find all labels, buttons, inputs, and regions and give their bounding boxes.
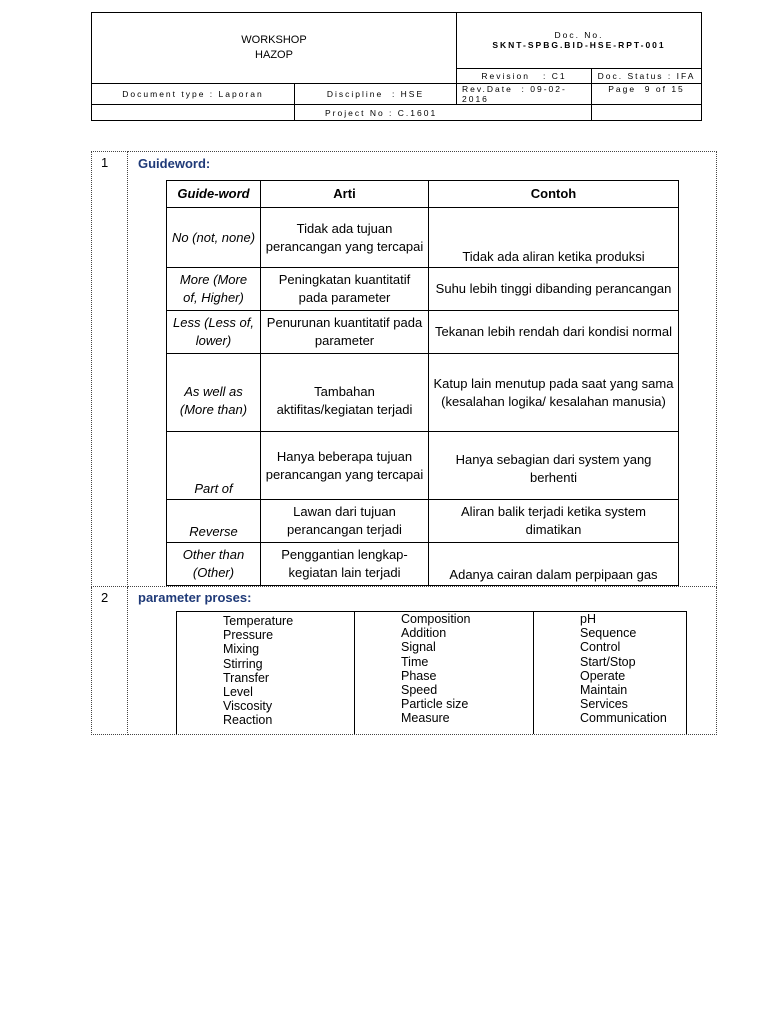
parameter-item (562, 669, 686, 683)
table-row (167, 354, 679, 432)
parameter-label: Phase (401, 668, 437, 683)
parameter-item (562, 626, 686, 640)
parameter-label: Time (401, 654, 429, 669)
document-title (92, 13, 457, 84)
parameter-label: Start/Stop (580, 654, 636, 669)
arti-cell: Penurunan kuantitatif pada parameter (261, 311, 429, 354)
table-row (167, 432, 679, 500)
parameter-label: Addition (401, 626, 447, 641)
parameter-item (383, 683, 533, 697)
page-number: Page 9 of 15 (592, 84, 702, 105)
contoh-cell: Tekanan lebih rendah dari kondisi normal (429, 311, 679, 354)
contoh-cell: Katup lain menutup pada saat yang sama (kesalahan logika/ kesalahan manusia) (429, 354, 679, 432)
contoh-cell: Aliran balik terjadi ketika system dimatikan (429, 500, 679, 543)
parameter-item (383, 669, 533, 683)
parameter-item (383, 697, 533, 711)
guide-cell: Part of (167, 432, 261, 500)
parameter-item (562, 655, 686, 669)
parameter-label: Control (580, 640, 621, 655)
contoh-cell: Hanya sebagian dari system yang berhenti (429, 432, 679, 500)
rev-date: Rev.Date : 09-02-2016 (457, 84, 592, 105)
guide-cell: More (More of, Higher) (167, 268, 261, 311)
column-header: Guide-word (167, 181, 261, 208)
parameter-label: Level (223, 685, 253, 700)
doc-no-value: SKNT-SPBG.BID-HSE-RPT-001 (492, 40, 666, 50)
document-type: Document type : Laporan (92, 84, 295, 105)
parameter-item (383, 612, 533, 626)
parameter-label: Composition (401, 612, 471, 626)
document-header (91, 12, 701, 118)
parameter-item (383, 711, 533, 725)
parameter-section (128, 587, 717, 735)
parameter-item (562, 683, 686, 697)
parameter-item (205, 614, 354, 628)
section-title: Guideword: (138, 156, 211, 171)
column-header: Contoh (429, 181, 679, 208)
title-line1: WORKSHOP (241, 34, 307, 46)
parameter-item (205, 713, 354, 727)
arti-cell: Lawan dari tujuan perancangan terjadi (261, 500, 429, 543)
doc-no-cell (457, 13, 702, 69)
section-title: parameter proses: (138, 590, 252, 605)
parameter-table (176, 611, 687, 734)
parameter-item (205, 657, 354, 671)
parameter-label: Pressure (223, 628, 274, 643)
arti-cell: Peningkatan kuantitatif pada parameter (261, 268, 429, 311)
parameter-item (562, 711, 686, 725)
parameter-item (205, 642, 354, 656)
content-table (91, 151, 717, 728)
guide-cell: Other than (Other) (167, 543, 261, 586)
title-line2: HAZOP (255, 49, 293, 61)
revision: Revision : C1 (457, 69, 592, 84)
table-row (167, 268, 679, 311)
contoh-cell: Suhu lebih tinggi dibanding perancangan (429, 268, 679, 311)
doc-status: Doc. Status : IFA (592, 69, 702, 84)
parameter-label: Signal (401, 640, 436, 655)
parameter-label: Communication (580, 711, 667, 726)
project-no: Project No : C.1601 (295, 105, 592, 121)
discipline: Discipline : HSE (295, 84, 457, 105)
parameter-label: Stirring (223, 656, 263, 671)
parameter-item (205, 671, 354, 685)
parameter-label: Maintain (580, 683, 628, 698)
contoh-cell: Tidak ada aliran ketika produksi (429, 208, 679, 268)
parameter-label: Reaction (223, 713, 273, 728)
parameter-item (383, 626, 533, 640)
parameter-item (205, 685, 354, 699)
parameter-label: Particle size (401, 697, 469, 712)
parameter-item (205, 699, 354, 713)
parameter-item (562, 697, 686, 711)
parameter-label: Mixing (223, 642, 260, 657)
parameter-column (177, 612, 355, 735)
guideword-table (166, 180, 679, 586)
parameter-label: Temperature (223, 614, 294, 628)
arti-cell: Penggantian lengkap-kegiatan lain terjadi (261, 543, 429, 586)
parameter-label: Operate (580, 668, 626, 683)
arti-cell: Tambahan aktifitas/kegiatan terjadi (261, 354, 429, 432)
guideword-section (128, 152, 717, 587)
parameter-label: Viscosity (223, 699, 273, 714)
parameter-label: Measure (401, 711, 450, 726)
parameter-item (205, 628, 354, 642)
section-number: 1 (92, 152, 128, 587)
table-row (167, 500, 679, 543)
guide-cell: No (not, none) (167, 208, 261, 268)
parameter-label: Sequence (580, 626, 637, 641)
guide-cell: Less (Less of, lower) (167, 311, 261, 354)
blank-cell (92, 105, 295, 121)
parameter-item (562, 612, 686, 626)
column-header: Arti (261, 181, 429, 208)
arti-cell: Tidak ada tujuan perancangan yang tercapai (261, 208, 429, 268)
parameter-column (355, 612, 534, 735)
contoh-cell: Adanya cairan dalam perpipaan gas (429, 543, 679, 586)
parameter-label: Transfer (223, 670, 270, 685)
parameter-item (562, 640, 686, 654)
table-row (167, 543, 679, 586)
parameter-item (383, 640, 533, 654)
section-number: 2 (92, 587, 128, 735)
table-row (167, 208, 679, 268)
guide-cell: Reverse (167, 500, 261, 543)
parameter-label: Speed (401, 683, 438, 698)
parameter-column (534, 612, 687, 735)
parameter-label: Services (580, 697, 628, 712)
doc-no-label: Doc. No. (554, 30, 604, 40)
guide-cell: As well as (More than) (167, 354, 261, 432)
arti-cell: Hanya beberapa tujuan perancangan yang tercapai (261, 432, 429, 500)
parameter-label: pH (580, 612, 596, 626)
parameter-item (383, 655, 533, 669)
blank-cell (592, 105, 702, 121)
table-row (167, 311, 679, 354)
